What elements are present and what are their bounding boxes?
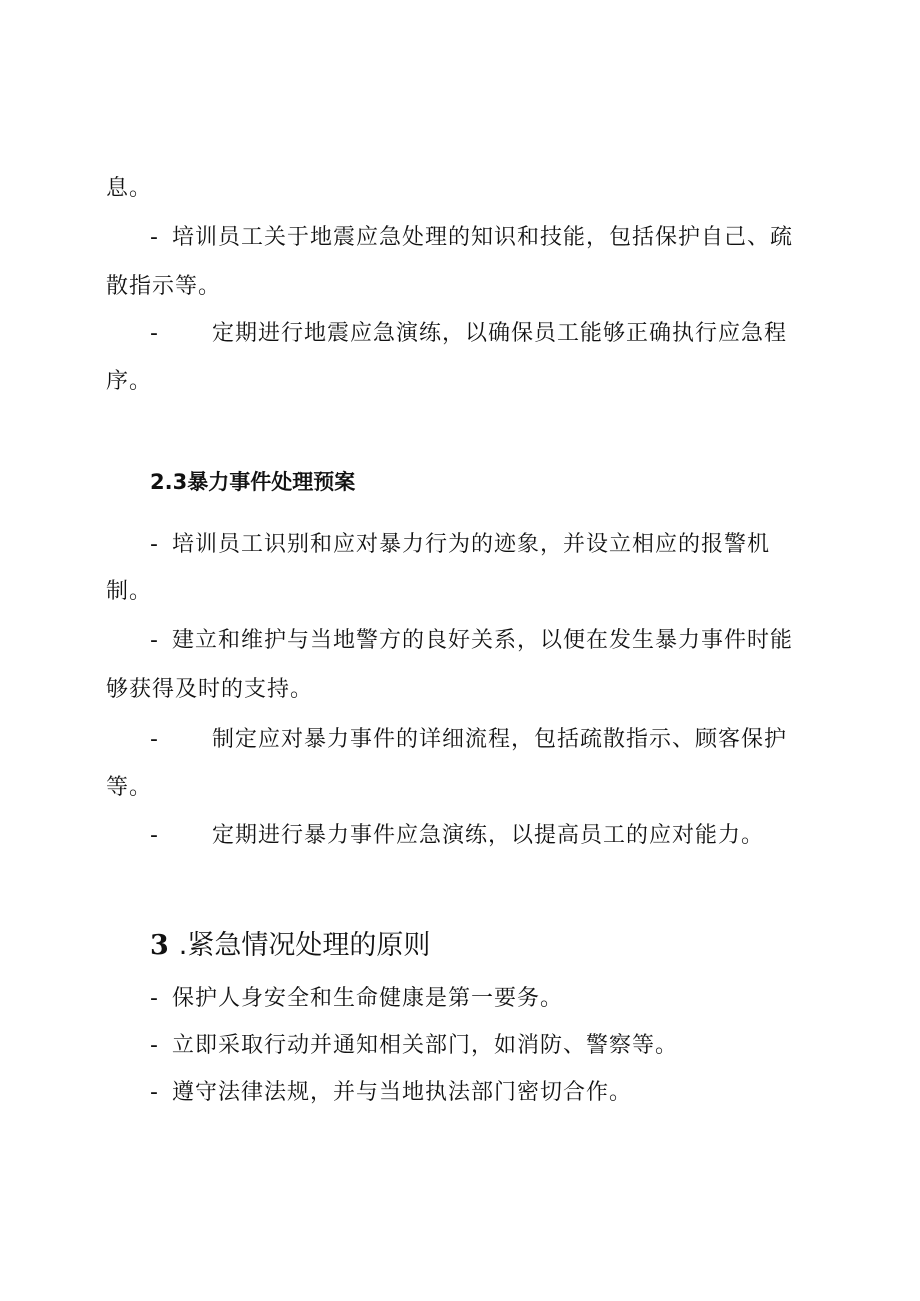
bullet-dash: - — [150, 628, 159, 653]
list-item-text: 遵守法律法规，并与当地执法部门密切合作。 — [172, 1080, 633, 1105]
list-item-text: 散指示等。 — [106, 274, 222, 299]
section-heading: 2.3暴力事件处理预案 — [150, 470, 356, 494]
list-item — [150, 822, 764, 850]
list-item-text: 制定应对暴力事件的详细流程，包括疏散指示、顾客保护 — [212, 727, 788, 752]
bullet-dash: - — [150, 823, 159, 848]
list-item-text: 等。 — [106, 775, 153, 800]
list-item — [150, 726, 787, 754]
list-item — [150, 320, 787, 348]
list-item-text: 培训员工识别和应对暴力行为的迹象，并设立相应的报警机 — [172, 532, 771, 557]
list-item-continuation — [106, 578, 152, 606]
bullet-dash: - — [150, 727, 159, 752]
chapter-number: 3 — [150, 930, 169, 961]
list-item-text: 制。 — [106, 579, 153, 604]
list-item-continuation — [106, 774, 152, 802]
list-item-text: 定期进行地震应急演练，以确保员工能够正确执行应急程 — [212, 321, 788, 346]
bullet-dash: - — [150, 225, 159, 250]
bullet-dash: - — [150, 321, 159, 346]
list-item — [150, 224, 793, 252]
list-item — [150, 1032, 678, 1060]
bullet-dash: - — [150, 1033, 159, 1058]
bullet-dash: - — [150, 986, 159, 1011]
list-item-text: 建立和维护与当地警方的良好关系，以便在发生暴力事件时能 — [172, 628, 794, 653]
list-item-text: 培训员工关于地震应急处理的知识和技能，包括保护自己、疏 — [172, 225, 794, 250]
list-item-text: 立即采取行动并通知相关部门，如消防、警察等。 — [172, 1033, 679, 1058]
list-item-continuation — [106, 368, 152, 396]
chapter-title: .紧急情况处理的原则 — [178, 930, 431, 961]
bullet-dash: - — [150, 532, 159, 557]
list-item-text: 序。 — [106, 369, 153, 394]
list-item-continuation — [106, 273, 221, 301]
list-item — [150, 627, 793, 655]
list-item — [150, 531, 770, 559]
list-item-text: 够获得及时的支持。 — [106, 677, 314, 702]
list-item — [150, 1079, 632, 1107]
list-item-continuation — [106, 676, 313, 704]
chapter-heading — [150, 929, 430, 963]
list-item-text: 定期进行暴力事件应急演练，以提高员工的应对能力。 — [212, 823, 765, 848]
list-item — [150, 985, 563, 1013]
paragraph-line — [106, 175, 152, 203]
list-item-text: 保护人身安全和生命健康是第一要务。 — [172, 986, 564, 1011]
bullet-dash: - — [150, 1080, 159, 1105]
paragraph-text: 息。 — [106, 176, 153, 201]
